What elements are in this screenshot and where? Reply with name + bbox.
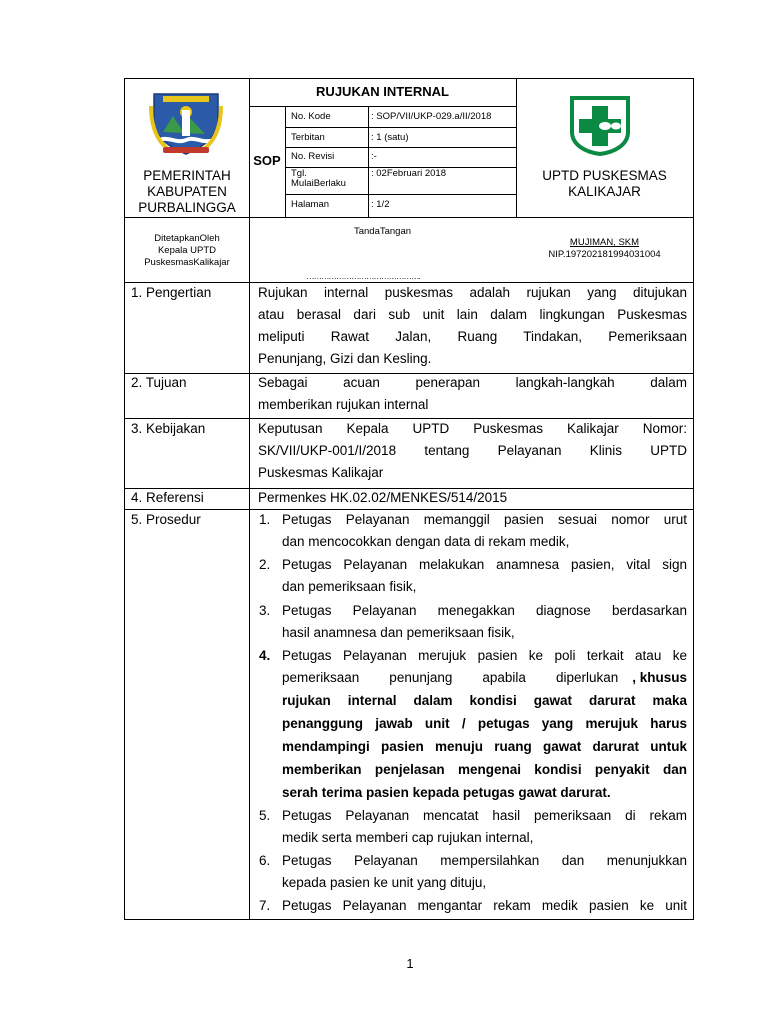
ditetapkan-line-3: PuskesmasKalikajar [144, 257, 230, 268]
puskesmas-line-2: KALIKAJAR [568, 184, 641, 199]
step-2-line-1: Petugas Pelayanan melakukan anamnesa pasien, vital sign [282, 557, 687, 572]
step-4-bold-line-5: serah terima pasien kepada petugas gawat darurat. [282, 785, 611, 800]
step-3-line-2: hasil anamnesa dan pemeriksaan fisik, [282, 625, 515, 640]
kebijakan-label: 3. Kebijakan [131, 421, 206, 436]
step-4-line-2-part-a: pemeriksaan penunjang apabila diperlukan [282, 670, 619, 685]
ditetapkan-line-2: Kepala UPTD [157, 245, 217, 256]
signer-nip: NIP.197202181994031004 [548, 249, 661, 260]
regency-name [124, 168, 250, 216]
sop-label: SOP [253, 153, 281, 168]
step-6-line-2: kepada pasien ke unit yang dituju, [282, 875, 487, 890]
regency-crest-icon [149, 90, 223, 156]
kode-label: No. Kode [291, 111, 331, 122]
tgl-label-2: MulaiBerlaku [291, 178, 346, 189]
step-4-line-2 [282, 670, 687, 685]
kode-value: : SOP/VII/UKP-029.a/II/2018 [371, 111, 492, 122]
step-number-5: 5. [259, 808, 271, 823]
halaman-value: : 1/2 [371, 199, 390, 210]
regency-line-3: PURBALINGGA [138, 200, 236, 215]
tujuan-line-2: memberikan rujukan internal [258, 397, 429, 412]
step-number-2: 2. [259, 557, 271, 572]
step-4-bold-line-4: memberikan penjelasan mengenai kondisi penyakit dan [282, 762, 687, 777]
step-1-line-2: dan mencocokkan dengan data di rekam medik, [282, 534, 570, 549]
step-number-4: 4. [259, 648, 271, 663]
tujuan-label: 2. Tujuan [131, 375, 187, 390]
prosedur-label: 5. Prosedur [131, 512, 201, 527]
step-7-line-1: Petugas Pelayanan mengantar rekam medik pasien ke unit [282, 898, 687, 913]
step-number-1: 1. [259, 512, 271, 527]
document-title: RUJUKAN INTERNAL [316, 84, 449, 99]
step-2-line-2: dan pemeriksaan fisik, [282, 579, 417, 594]
kebijakan-line-2: SK/VII/UKP-001/I/2018 tentang Pelayanan Klinis UPTD [258, 443, 687, 458]
step-1-line-1: Petugas Pelayanan memanggil pasien sesuai nomor urut [282, 512, 687, 527]
tujuan-line-1: Sebagai acuan penerapan langkah-langkah dalam [258, 375, 687, 390]
pengertian-line-2: atau berasal dari sub unit lain dalam lingkungan Puskesmas [258, 307, 687, 322]
ditetapkan-line-1: DitetapkanOleh [154, 233, 220, 244]
puskesmas-line-1: UPTD PUSKESMAS [542, 168, 667, 183]
pengertian-line-4: Penunjang, Gizi dan Kesling. [258, 351, 432, 366]
tgl-label-1: Tgl. [291, 168, 307, 179]
step-4-bold-line-3: mendampingi pasien menuju ruang gawat darurat untuk [282, 739, 687, 754]
kebijakan-line-1: Keputusan Kepala UPTD Puskesmas Kalikajar Nomor: [258, 421, 687, 436]
regency-line-1: PEMERINTAH [143, 168, 231, 183]
step-number-3: 3. [259, 603, 271, 618]
step-4-bold-line-1: rujukan internal dalam kondisi gawat darurat maka [282, 693, 687, 708]
tanda-tangan-label: TandaTangan [353, 226, 412, 237]
step-5-line-2: medik serta memberi cap rujukan internal, [282, 830, 534, 845]
kebijakan-line-3: Puskesmas Kalikajar [258, 465, 384, 480]
step-number-7: 7. [259, 898, 271, 913]
puskesmas-name [516, 168, 693, 200]
signer-name: MUJIMAN, SKM [569, 237, 640, 248]
step-3-line-1: Petugas Pelayanan menegakkan diagnose berdasarkan [282, 603, 687, 618]
revisi-value: :- [371, 151, 377, 162]
step-4-line-2-part-b: , khusus [632, 670, 687, 685]
step-number-6: 6. [259, 853, 271, 868]
revisi-label: No. Revisi [291, 151, 335, 162]
halaman-label: Halaman [291, 199, 330, 210]
pengertian-line-1: Rujukan internal puskesmas adalah rujukan yang ditujukan [258, 285, 687, 300]
pengertian-line-3: meliputi Rawat Jalan, Ruang Tindakan, Pemeriksaan [258, 329, 687, 344]
step-5-line-1: Petugas Pelayanan mencatat hasil pemeriksaan di rekam [282, 808, 687, 823]
ditetapkan-oleh [124, 233, 250, 269]
step-4-bold-line-2: penanggung jawab unit / petugas yang merujuk harus [282, 716, 687, 731]
step-6-line-1: Petugas Pelayanan mempersilahkan dan menunjukkan [282, 853, 687, 868]
regency-line-2: KABUPATEN [147, 184, 227, 199]
tgl-value: : 02Februari 2018 [371, 168, 446, 179]
puskesmas-logo-icon [566, 92, 634, 156]
terbitan-value: : 1 (satu) [371, 132, 409, 143]
signature-line: ………………………………………. [306, 271, 420, 281]
referensi-label: 4. Referensi [131, 490, 204, 505]
terbitan-label: Terbitan [291, 132, 325, 143]
referensi-text: Permenkes HK.02.02/MENKES/514/2015 [258, 490, 508, 505]
page-number: 1 [406, 956, 414, 971]
pengertian-label: 1. Pengertian [131, 285, 212, 300]
step-4-line-1: Petugas Pelayanan merujuk pasien ke poli terkait atau ke [282, 648, 687, 663]
